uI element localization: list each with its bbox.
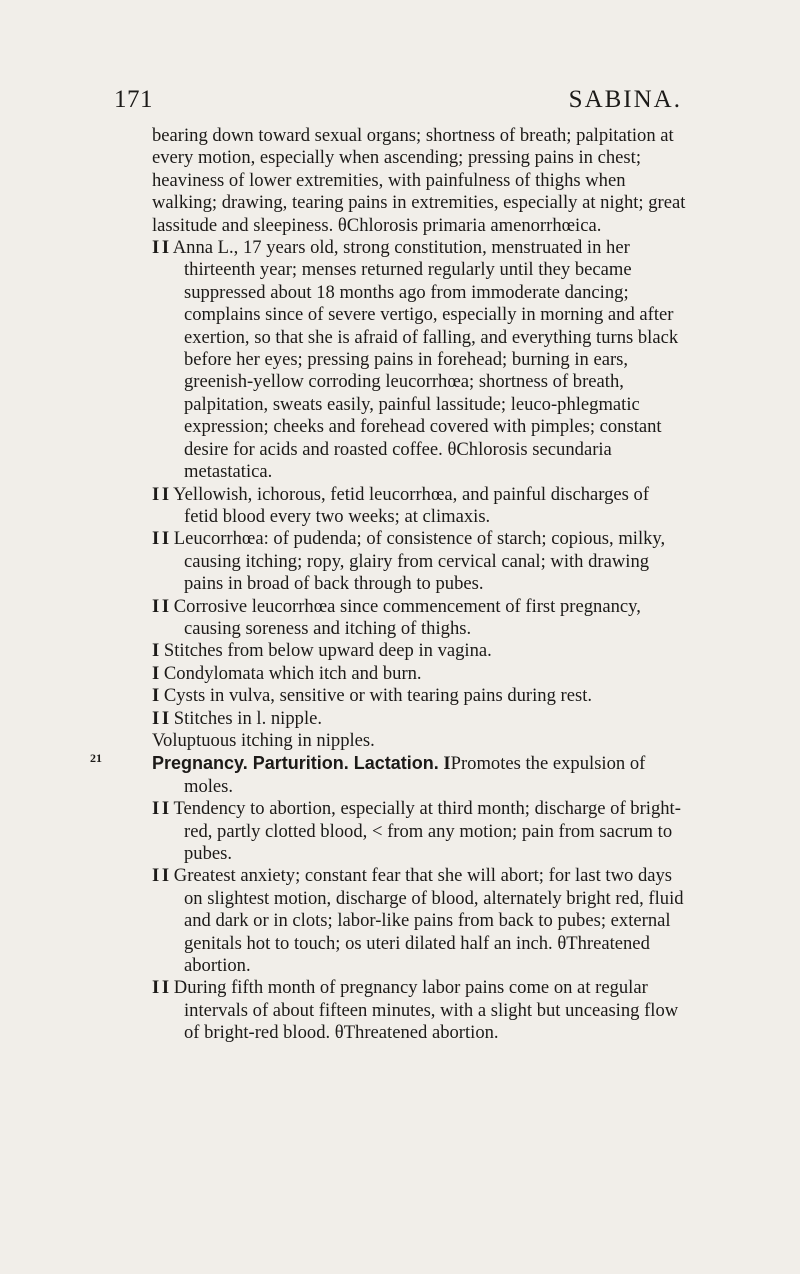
paragraph-text: Promotes the expulsion of moles. <box>184 753 646 797</box>
paragraph-text: Yellowish, ichorous, fetid leucorrhœa, and painful discharges of fetid blood every two weeks; at climaxis. <box>173 483 650 527</box>
emphasis-marker: I <box>152 662 159 684</box>
running-head: SABINA. <box>568 86 682 113</box>
symptom-entry <box>152 663 686 685</box>
symptom-entry <box>152 977 686 1044</box>
symptom-entry <box>152 708 686 730</box>
symptom-entry <box>152 798 686 865</box>
symptom-entry <box>152 730 686 752</box>
emphasis-marker: I I <box>152 865 169 887</box>
symptom-entry <box>152 596 686 641</box>
paragraph-text: During fifth month of pregnancy labor pains come on at regular intervals of about fifteen minutes, with a slight but unceasing flow of bright-red blood. θThreatened abortion. <box>173 977 679 1044</box>
paragraph-text: Cysts in vulva, sensitive or with tearing pains during rest. <box>163 685 593 707</box>
paragraph-text: Corrosive leucorrhœa since commencement of first pregnancy, causing soreness and itching of thighs. <box>173 595 641 639</box>
symptom-entry <box>152 528 686 595</box>
paragraph-text: Greatest anxiety; constant fear that she will abort; for last two days on slightest motion, discharge of blood, alternately bright red, fluid and dark or in clots; labor-like pains from back to pubes; external genitals hot to touch; os uteri dilated half an inch. θThreatened abortion. <box>173 865 684 977</box>
paragraph-continuation <box>152 125 686 237</box>
emphasis-marker: I I <box>152 798 169 820</box>
emphasis-marker: I I <box>152 977 169 999</box>
paragraph-text: Condylomata which itch and burn. <box>163 662 422 684</box>
symptom-entry <box>152 685 686 707</box>
section-heading: Pregnancy. Parturition. Lactation. <box>152 753 439 774</box>
emphasis-marker: I I <box>152 707 169 729</box>
paragraph-text: Stitches from below upward deep in vagina. <box>163 640 492 662</box>
symptom-entry <box>152 237 686 483</box>
paragraph-text: Stitches in l. nipple. <box>173 707 323 729</box>
paragraph-text: Voluptuous itching in nipples. <box>152 729 375 751</box>
section-heading-entry: 21 Pregnancy. Parturition. Lactation. IPromotes the expulsion of moles. <box>90 751 646 797</box>
emphasis-marker: I I <box>152 237 169 259</box>
paragraph-text: Leucorrhœa: of pudenda; of consistence of starch; copious, milky, causing itching; ropy, glairy from cervical canal; with drawing pains in broad of back through to pubes. <box>173 528 666 595</box>
emphasis-marker: I I <box>152 483 169 505</box>
page-body <box>90 125 686 1045</box>
paragraph-text: bearing down toward sexual organs; shortness of breath; palpitation at every motion, especially when ascending; pressing pains in chest; heaviness of lower extremities, with painfulness of thighs when walking; drawing, tearing pains in extremities, especially at night; great lassitude and sleepiness. θChlorosis primaria amenorrhœica. <box>152 125 686 236</box>
emphasis-marker: I I <box>152 595 169 617</box>
symptom-entry <box>152 865 686 977</box>
symptom-entry <box>152 640 686 662</box>
page-number: 171 <box>114 86 153 113</box>
emphasis-marker: I <box>443 753 450 775</box>
emphasis-marker: I <box>152 640 159 662</box>
paragraph-text: Tendency to abortion, especially at third month; discharge of bright-red, partly clotted blood, < from any motion; pain from sacrum to pubes. <box>173 798 681 864</box>
symptom-entry <box>152 484 686 529</box>
emphasis-marker: I <box>152 685 159 707</box>
paragraph-text: Anna L., 17 years old, strong constitution, menstruated in her thirteenth year; menses returned regularly until they became suppressed about 18 months ago from immoderate dancing; complains since of severe vertigo, especially in morning and after exertion, so that she is afraid of falling, and everything turns black before her eyes; pressing pains in forehead; burning in ears, greenish-yellow corroding leucorrhœa; shortness of breath, palpitation, sweats easily, painful lassitude; leuco-phlegmatic expression; cheeks and forehead covered with pimples; constant desire for acids and roasted coffee. θChlorosis secundaria metastatica. <box>172 237 679 483</box>
emphasis-marker: I I <box>152 528 169 550</box>
